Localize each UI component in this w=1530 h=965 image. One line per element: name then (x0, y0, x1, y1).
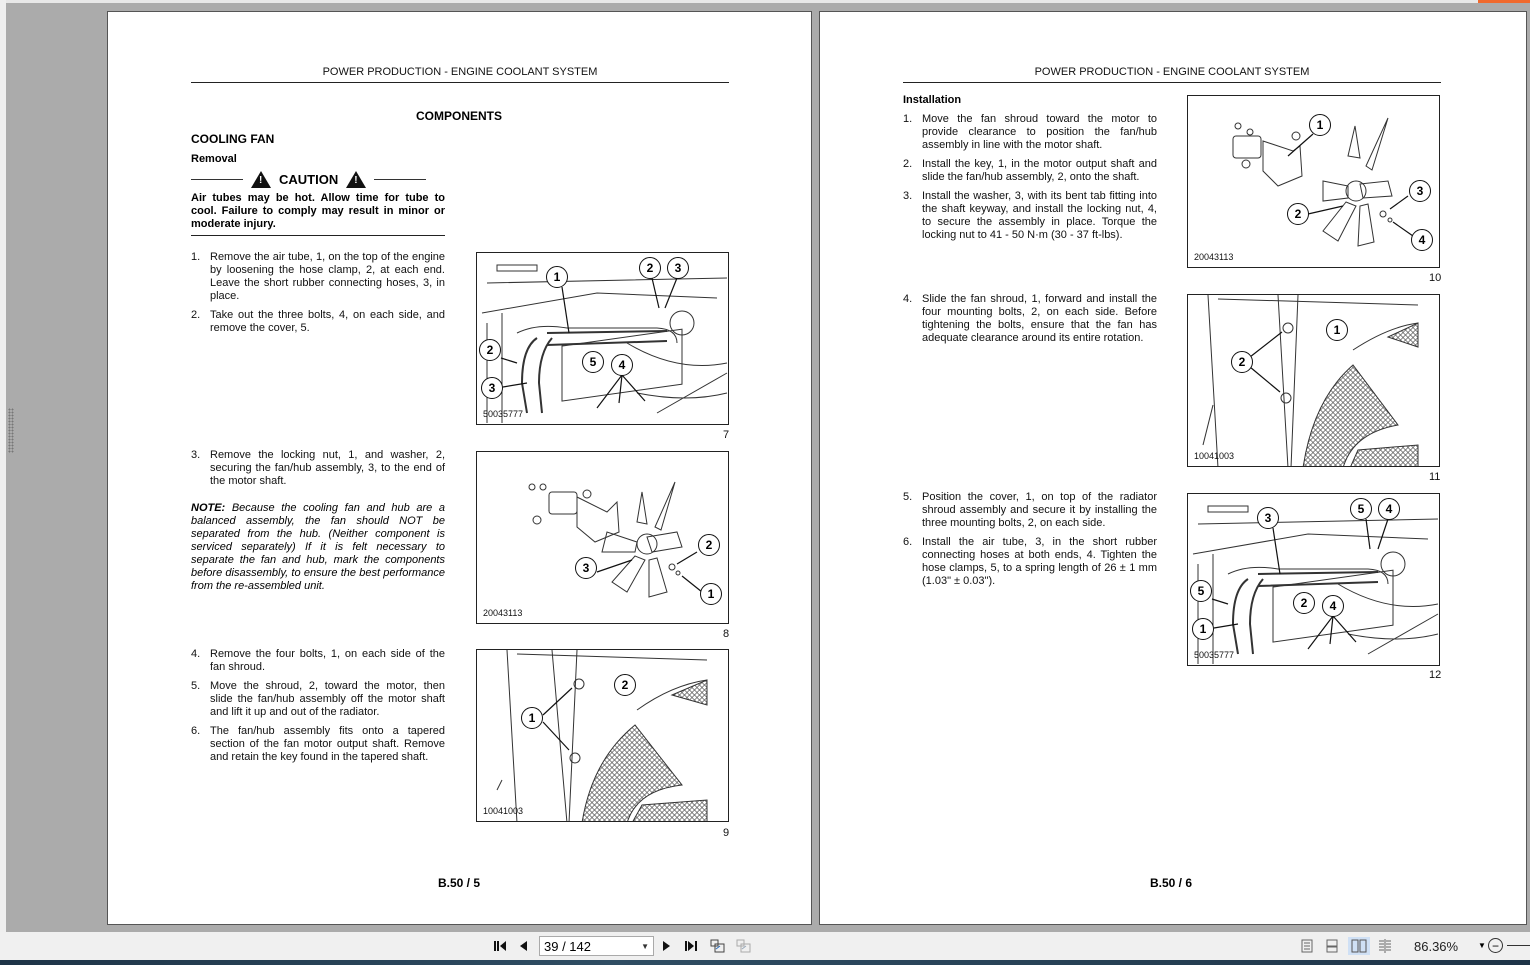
step-item: 4. Slide the fan shroud, 1, forward and install the four mounting bolts, 2, on each side. Before tightening the bolts, ensure that the fan has adequate clearance around its entire rotation. (903, 293, 1157, 344)
figure-id: 10041003 (483, 806, 524, 816)
removal-steps-b (191, 449, 445, 494)
document-page-right (819, 11, 1527, 925)
last-page-button[interactable] (683, 938, 699, 954)
next-page-icon (662, 939, 672, 953)
figure-engine-airtube (476, 252, 729, 425)
callout-2: 2 (1287, 203, 1309, 225)
figure-id: 10041003 (1194, 451, 1235, 461)
next-page-button[interactable] (660, 938, 674, 954)
callout-5: 5 (1350, 498, 1372, 520)
step-item: 2. Take out the three bolts, 4, on each side, and remove the cover, 5. (191, 309, 445, 334)
zoom-slider[interactable] (1507, 945, 1530, 946)
figure-engine-airtube (1187, 493, 1440, 666)
single-page-icon (1301, 939, 1313, 953)
figure-id: 20043113 (1194, 252, 1234, 262)
callout-2: 2 (1231, 351, 1253, 373)
caution-text: Air tubes may be hot. Allow time for tube to cool. Failure to comply may result in minor or moderate injury. (191, 192, 445, 230)
section-heading: COOLING FAN (191, 132, 275, 146)
page-number-input[interactable] (539, 936, 654, 956)
single-page-view-button[interactable] (1297, 937, 1317, 955)
figure-id: 50035777 (483, 409, 524, 419)
last-page-icon (684, 939, 698, 953)
sidebar-resize-grip[interactable] (8, 408, 14, 453)
components-heading: COMPONENTS (416, 109, 503, 123)
installation-steps-b (903, 293, 1157, 351)
step-item: 6. Install the air tube, 3, in the short rubber connecting hoses at both ends, 4. Tighten the hose clamps, 5, to a spring length of 26 ± 1 mm (1.03" ± 0.03"). (903, 536, 1157, 587)
step-item: 2. Install the key, 1, in the motor output shaft and slide the fan/hub assembly, 2, onto the shaft. (903, 158, 1157, 183)
first-page-icon (493, 939, 507, 953)
header-rule (903, 82, 1441, 83)
callout-3: 3 (575, 557, 597, 579)
callout-3: 3 (667, 257, 689, 279)
callout-1: 1 (1309, 114, 1331, 136)
callout-2: 2 (479, 339, 501, 361)
note-label: NOTE: (191, 502, 226, 514)
fan-shroud-illustration (477, 650, 729, 822)
callout-4: 4 (611, 354, 633, 376)
step-item: 1. Move the fan shroud toward the motor to provide clearance to position the fan/hub assembly in line with the motor shaft. (903, 113, 1157, 151)
document-page-left (107, 11, 812, 925)
callout-4: 4 (1411, 229, 1433, 251)
step-item: 1. Remove the air tube, 1, on the top of the engine by loosening the hose clamp, 2, at each end. Leave the short rubber connecting hoses, 3, in place. (191, 251, 445, 302)
header-rule (191, 82, 729, 83)
continuous-view-button[interactable] (1322, 937, 1342, 955)
callout-5: 5 (1190, 580, 1212, 602)
figure-number: 11 (1429, 471, 1441, 483)
previous-page-button[interactable] (516, 938, 530, 954)
subsection-heading: Removal (191, 153, 237, 165)
caution-rule (191, 235, 445, 236)
next-view-button[interactable] (735, 938, 753, 954)
previous-page-icon (518, 939, 528, 953)
note-block (191, 502, 445, 593)
figure-fan-shroud (476, 649, 729, 822)
chevron-down-icon[interactable]: ▼ (641, 941, 649, 951)
warning-triangle-icon (251, 171, 271, 188)
viewer-status-bar (0, 932, 1530, 960)
callout-2: 4 (1322, 595, 1344, 617)
figure-number: 10 (1429, 272, 1442, 284)
figure-number: 9 (723, 827, 730, 839)
callout-4: 1 (1192, 618, 1214, 640)
running-head: POWER PRODUCTION - ENGINE COOLANT SYSTEM (1034, 66, 1310, 78)
fan-shroud-illustration (1188, 295, 1440, 467)
removal-steps-a (191, 251, 445, 341)
figure-id: 20043113 (483, 608, 523, 618)
step-item: 5. Move the shroud, 2, toward the motor, then slide the fan/hub assembly off the motor shaft and lift it up and out of the radiator. (191, 680, 445, 718)
installation-steps-a (903, 113, 1157, 248)
figure-number: 7 (723, 429, 730, 441)
step-item: 6. The fan/hub assembly fits onto a tapered section of the fan motor output shaft. Remove and retain the key found in the tapered shaft. (191, 725, 445, 763)
two-page-icon (1351, 939, 1367, 953)
step-item: 5. Position the cover, 1, on top of the radiator shroud assembly and secure it by installing the three mounting bolts, 2, on each side. (903, 491, 1157, 529)
callout-4: 4 (1378, 498, 1400, 520)
engine-illustration (1188, 494, 1440, 666)
removal-steps-c (191, 648, 445, 770)
fan-hub-illustration (477, 452, 729, 624)
subsection-heading: Installation (903, 94, 962, 106)
two-page-view-button[interactable] (1348, 937, 1370, 955)
callout-1: 1 (700, 583, 722, 605)
callout-1: 2 (1293, 592, 1315, 614)
figure-fan-shroud (1187, 294, 1440, 467)
caution-banner (191, 171, 426, 188)
previous-view-icon (710, 938, 726, 954)
figure-fan-hub (476, 451, 729, 624)
step-item: 4. Remove the four bolts, 1, on each side of the fan shroud. (191, 648, 445, 673)
engine-illustration (477, 253, 729, 425)
callout-2: 2 (639, 257, 661, 279)
caution-label: CAUTION (279, 172, 339, 187)
figure-number: 12 (1429, 669, 1442, 681)
taskbar (0, 960, 1530, 965)
callout-2: 2 (614, 674, 636, 696)
page-indicator: 39 / 142 (544, 938, 591, 954)
figure-number: 8 (723, 628, 730, 640)
continuous-page-icon (1326, 939, 1338, 953)
first-page-button[interactable] (492, 938, 508, 954)
callout-1: 1 (521, 707, 543, 729)
previous-view-button[interactable] (709, 938, 727, 954)
step-item: 3. Install the washer, 3, with its bent tab fitting into the shaft keyway, and install the locking nut, 4, to secure the assembly in place. Torque the locking nut to 41 - 50 N·m (30 - 37 ft-lbs). (903, 190, 1157, 241)
figure-fan-hub (1187, 95, 1440, 268)
callout-3: 3 (481, 377, 503, 399)
figure-id: 50035777 (1194, 650, 1235, 660)
page-footer: B.50 / 6 (1150, 876, 1193, 890)
callout-2: 2 (698, 534, 720, 556)
two-page-continuous-view-button[interactable] (1375, 937, 1395, 955)
callout-1: 1 (1326, 319, 1348, 341)
zoom-dropdown-icon[interactable]: ▼ (1478, 941, 1486, 950)
callout-5: 5 (582, 351, 604, 373)
step-item: 3. Remove the locking nut, 1, and washer, 2, securing the fan/hub assembly, 3, to the end of the motor shaft. (191, 449, 445, 487)
zoom-out-button[interactable] (1488, 938, 1503, 953)
callout-1: 1 (546, 266, 568, 288)
warning-triangle-icon (346, 171, 366, 188)
page-footer: B.50 / 5 (438, 876, 481, 890)
minus-icon: − (1491, 938, 1499, 953)
note-text: Because the cooling fan and hub are a balanced assembly, the fan should NOT be separated from the hub. (Neither component is serviced separately) If it is felt necessary to separate the fan and hub, mark the components before disassembly, to ensure the best performance from the re-assembled unit. (191, 502, 445, 592)
next-view-icon (736, 938, 752, 954)
two-page-continuous-icon (1377, 939, 1393, 953)
installation-steps-c (903, 491, 1157, 594)
running-head: POWER PRODUCTION - ENGINE COOLANT SYSTEM (322, 66, 598, 78)
callout-3: 3 (1409, 180, 1431, 202)
callout-3: 3 (1257, 507, 1279, 529)
zoom-level[interactable]: 86.36% (1414, 939, 1459, 954)
